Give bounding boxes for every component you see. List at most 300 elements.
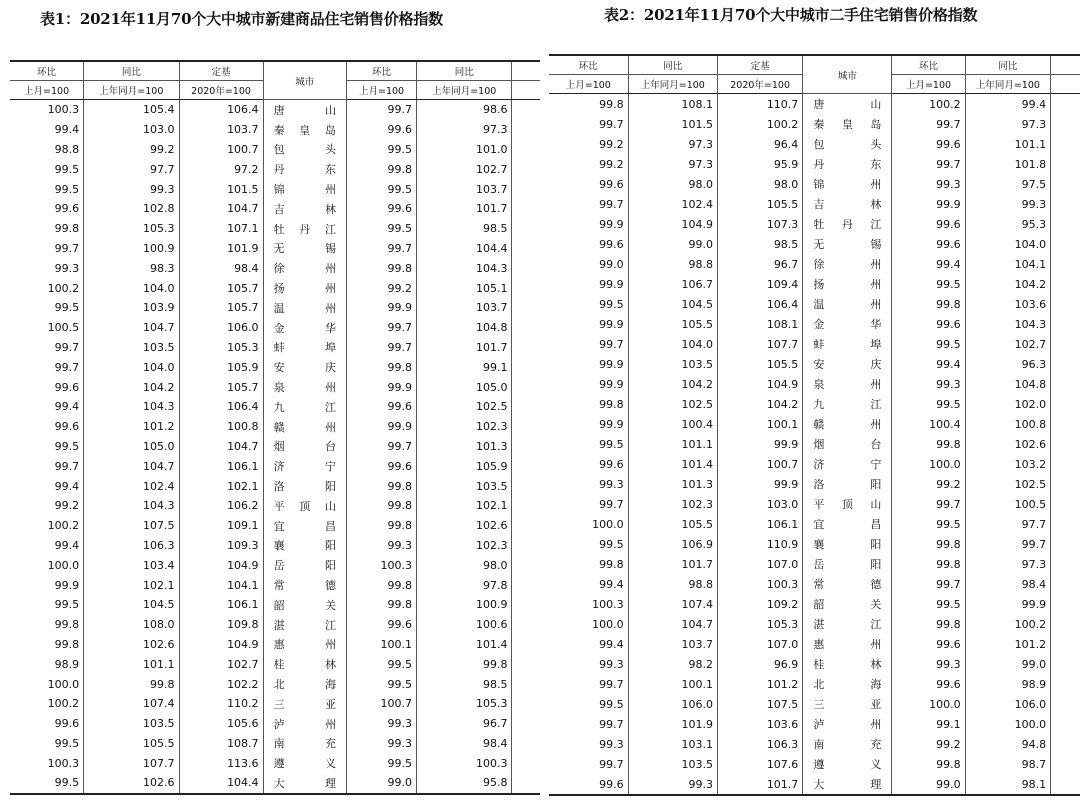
cell-fixed: 110.9 [717,534,802,554]
table-row [549,334,1080,354]
header-mom-base: 上月=100 [549,75,628,94]
cell-mom: 99.8 [549,94,628,115]
cell-fixed: 100.2 [717,114,802,134]
cell-mom: 100.5 [10,318,84,338]
cell-fixed-cut [512,595,540,615]
cell-yoy: 104.0 [965,234,1050,254]
header-mom-base: 上月=100 [10,81,84,100]
cell-mom: 99.8 [347,159,417,179]
cell-mom: 99.8 [892,294,965,314]
cell-mom: 99.3 [549,734,628,754]
cell-fixed-cut [512,318,540,338]
cell-fixed: 102.2 [179,674,263,694]
cell-fixed: 101.9 [179,239,263,259]
cell-fixed-cut [512,357,540,377]
cell-yoy: 103.5 [84,714,179,734]
cell-yoy: 105.5 [84,734,179,754]
cell-yoy: 102.6 [417,516,512,536]
cell-fixed-cut [512,615,540,635]
cell-yoy: 104.0 [628,334,717,354]
cell-fixed-cut [512,179,540,199]
table-body [549,94,1080,796]
table-row [10,357,540,377]
cell-fixed-cut [512,417,540,437]
cell-fixed: 105.6 [179,714,263,734]
cell-yoy: 101.4 [417,635,512,655]
cell-yoy: 101.3 [628,474,717,494]
cell-yoy: 104.7 [628,614,717,634]
cell-mom: 99.3 [549,654,628,674]
cell-yoy: 103.0 [84,120,179,140]
cell-city: 宜昌 [263,516,347,536]
cell-mom: 99.7 [347,318,417,338]
table-row [549,634,1080,654]
table-row [10,456,540,476]
cell-mom: 99.6 [549,174,628,194]
cell-fixed: 98.4 [179,258,263,278]
cell-yoy: 107.7 [84,753,179,773]
cell-mom: 99.7 [892,114,965,134]
cell-fixed-cut [1051,154,1080,174]
cell-fixed-cut [1051,134,1080,154]
cell-mom: 99.5 [10,734,84,754]
cell-fixed-cut [1051,294,1080,314]
cell-yoy: 98.9 [965,674,1050,694]
header-fixed-cut [512,61,540,81]
cell-fixed: 105.5 [717,354,802,374]
cell-yoy: 101.2 [965,634,1050,654]
table-row [549,534,1080,554]
table-row [10,298,540,318]
cell-fixed-cut [1051,554,1080,574]
cell-fixed-cut [512,258,540,278]
cell-mom: 99.9 [347,377,417,397]
cell-city: 吉林 [803,194,892,214]
cell-mom: 99.2 [10,496,84,516]
cell-fixed-cut [512,496,540,516]
cell-fixed: 108.7 [179,734,263,754]
cell-yoy: 99.3 [84,179,179,199]
cell-yoy: 102.3 [628,494,717,514]
cell-mom: 99.6 [549,234,628,254]
cell-yoy: 108.1 [628,94,717,115]
cell-city: 吉林 [263,199,347,219]
table2-title: 表2：2021年11月70个大中城市二手住宅销售价格指数 [604,6,978,24]
cell-fixed: 104.9 [717,374,802,394]
cell-mom: 99.3 [892,654,965,674]
cell-yoy: 103.9 [84,298,179,318]
cell-mom: 99.5 [892,594,965,614]
cell-fixed-cut [1051,194,1080,214]
table-row [10,437,540,457]
cell-city: 无锡 [263,239,347,259]
cell-yoy: 95.8 [417,773,512,794]
table-row [10,575,540,595]
cell-mom: 100.0 [10,555,84,575]
cell-yoy: 98.5 [417,219,512,239]
cell-mom: 100.0 [892,694,965,714]
cell-mom: 99.8 [10,615,84,635]
table-row [549,694,1080,714]
cell-mom: 99.5 [892,394,965,414]
cell-city: 大理 [803,774,892,795]
cell-yoy: 98.8 [628,574,717,594]
cell-fixed: 106.0 [179,318,263,338]
cell-mom: 99.6 [10,714,84,734]
table-row [549,274,1080,294]
cell-city: 大理 [263,773,347,794]
cell-fixed: 109.4 [717,274,802,294]
cell-yoy: 102.6 [965,434,1050,454]
cell-yoy: 98.4 [965,574,1050,594]
cell-mom: 100.3 [10,753,84,773]
cell-city: 蚌埠 [803,334,892,354]
cell-city: 唐山 [803,94,892,115]
cell-yoy: 98.7 [965,754,1050,774]
cell-mom: 99.4 [549,574,628,594]
cell-city: 湛江 [803,614,892,634]
cell-mom: 99.5 [347,674,417,694]
cell-mom: 99.5 [549,294,628,314]
cell-fixed: 100.8 [179,417,263,437]
cell-fixed: 103.0 [717,494,802,514]
cell-yoy: 102.8 [84,199,179,219]
cell-fixed: 104.2 [717,394,802,414]
cell-fixed: 100.1 [717,414,802,434]
cell-city: 南充 [803,734,892,754]
table-row [549,374,1080,394]
table-row [10,377,540,397]
cell-mom: 99.8 [10,219,84,239]
cell-mom: 99.5 [347,140,417,160]
cell-mom: 99.5 [10,179,84,199]
cell-fixed-cut [512,753,540,773]
cell-yoy: 99.3 [628,774,717,795]
cell-yoy: 107.4 [628,594,717,614]
cell-yoy: 103.5 [84,338,179,358]
table-row [549,714,1080,734]
cell-mom: 99.7 [10,357,84,377]
cell-yoy: 105.0 [84,437,179,457]
header-yoy: 同比 [417,61,512,81]
table-row [10,555,540,575]
table-row [10,397,540,417]
cell-city: 平顶山 [263,496,347,516]
cell-fixed: 99.9 [717,474,802,494]
cell-fixed: 105.7 [179,377,263,397]
cell-mom: 99.8 [892,554,965,574]
header-yoy: 同比 [628,55,717,75]
cell-yoy: 101.9 [628,714,717,734]
cell-yoy: 99.8 [417,654,512,674]
cell-fixed-cut [1051,514,1080,534]
cell-mom: 99.6 [892,634,965,654]
cell-yoy: 104.0 [84,357,179,377]
cell-mom: 99.6 [10,377,84,397]
cell-fixed: 104.9 [179,555,263,575]
cell-mom: 99.0 [347,773,417,794]
cell-fixed-cut [1051,474,1080,494]
cell-fixed-cut [512,635,540,655]
cell-yoy: 99.7 [965,534,1050,554]
table-row [10,219,540,239]
cell-mom: 99.4 [892,254,965,274]
cell-yoy: 98.2 [628,654,717,674]
cell-city: 惠州 [263,635,347,655]
header-fixed-base: 2020年=100 [717,75,802,94]
cell-mom: 99.3 [347,714,417,734]
cell-yoy: 101.7 [417,199,512,219]
cell-yoy: 107.5 [84,516,179,536]
cell-yoy: 104.4 [417,239,512,259]
cell-city: 金华 [803,314,892,334]
cell-mom: 99.5 [10,595,84,615]
cell-city: 牡丹江 [803,214,892,234]
cell-yoy: 105.4 [84,100,179,120]
cell-fixed-cut [512,674,540,694]
cell-fixed: 110.2 [179,694,263,714]
cell-yoy: 103.7 [628,634,717,654]
table-row [549,154,1080,174]
table-row [549,294,1080,314]
cell-yoy: 99.0 [628,234,717,254]
cell-fixed-cut [512,298,540,318]
table-row [10,100,540,120]
cell-yoy: 103.2 [965,454,1050,474]
cell-mom: 99.8 [10,635,84,655]
cell-mom: 99.9 [549,354,628,374]
price-index-table-new-homes [10,60,540,795]
cell-yoy: 97.7 [965,514,1050,534]
cell-yoy: 101.2 [84,417,179,437]
cell-fixed-cut [1051,574,1080,594]
cell-mom: 99.6 [347,120,417,140]
cell-mom: 99.3 [347,536,417,556]
cell-yoy: 104.3 [84,397,179,417]
cell-fixed-cut [1051,214,1080,234]
cell-fixed-cut [1051,534,1080,554]
cell-yoy: 104.7 [84,456,179,476]
table-row [10,654,540,674]
cell-yoy: 98.5 [417,674,512,694]
cell-fixed: 107.0 [717,634,802,654]
table-row [10,615,540,635]
cell-fixed-cut [512,654,540,674]
cell-fixed-cut [512,278,540,298]
cell-yoy: 104.3 [84,496,179,516]
table-row [549,594,1080,614]
cell-city: 泉州 [263,377,347,397]
cell-city: 包头 [263,140,347,160]
cell-yoy: 100.1 [628,674,717,694]
cell-yoy: 98.8 [628,254,717,274]
cell-yoy: 97.7 [84,159,179,179]
cell-city: 温州 [263,298,347,318]
cell-yoy: 98.6 [417,100,512,120]
cell-yoy: 104.3 [417,258,512,278]
cell-mom: 99.9 [347,298,417,318]
cell-fixed: 99.9 [717,434,802,454]
cell-mom: 99.6 [892,214,965,234]
header-fixed-base-cut [512,81,540,100]
header-yoy: 同比 [965,55,1050,75]
cell-mom: 99.5 [549,694,628,714]
table-row [10,496,540,516]
cell-mom: 100.0 [10,674,84,694]
table-row [549,314,1080,334]
cell-yoy: 101.5 [628,114,717,134]
cell-mom: 99.9 [10,575,84,595]
cell-mom: 99.7 [10,456,84,476]
cell-yoy: 99.0 [965,654,1050,674]
cell-mom: 99.3 [347,734,417,754]
cell-mom: 99.6 [892,234,965,254]
cell-fixed-cut [1051,754,1080,774]
table-row [10,318,540,338]
table-row [10,694,540,714]
cell-fixed-cut [1051,634,1080,654]
cell-yoy: 104.2 [965,274,1050,294]
cell-city: 桂林 [803,654,892,674]
cell-city: 岳阳 [803,554,892,574]
cell-fixed: 106.1 [179,595,263,615]
cell-mom: 100.2 [10,694,84,714]
cell-fixed-cut [512,773,540,794]
table-row [549,674,1080,694]
cell-city: 湛江 [263,615,347,635]
cell-yoy: 100.4 [628,414,717,434]
cell-yoy: 102.4 [628,194,717,214]
cell-yoy: 99.1 [417,357,512,377]
cell-yoy: 106.7 [628,274,717,294]
cell-fixed-cut [1051,674,1080,694]
cell-yoy: 97.8 [417,575,512,595]
table-row [10,595,540,615]
cell-fixed: 97.2 [179,159,263,179]
cell-fixed: 104.1 [179,575,263,595]
table-row [10,239,540,259]
cell-yoy: 100.9 [417,595,512,615]
table-row [549,614,1080,634]
cell-fixed-cut [1051,254,1080,274]
cell-city: 洛阳 [263,476,347,496]
cell-mom: 99.7 [892,574,965,594]
cell-mom: 99.2 [892,734,965,754]
cell-yoy: 104.2 [84,377,179,397]
cell-yoy: 98.4 [417,734,512,754]
cell-yoy: 103.6 [965,294,1050,314]
cell-fixed: 113.6 [179,753,263,773]
cell-yoy: 104.8 [965,374,1050,394]
cell-fixed: 102.1 [179,476,263,496]
cell-mom: 99.4 [10,120,84,140]
cell-yoy: 101.7 [628,554,717,574]
cell-city: 岳阳 [263,555,347,575]
cell-yoy: 97.3 [965,554,1050,574]
cell-fixed-cut [512,140,540,160]
cell-mom: 99.6 [892,314,965,334]
cell-mom: 99.8 [347,516,417,536]
table-row [549,254,1080,274]
cell-fixed: 105.3 [717,614,802,634]
cell-mom: 99.8 [892,614,965,634]
cell-mom: 100.2 [10,278,84,298]
table-row [549,174,1080,194]
cell-fixed-cut [1051,654,1080,674]
cell-mom: 99.5 [10,159,84,179]
cell-fixed-cut [1051,94,1080,115]
table-row [10,734,540,754]
cell-fixed-cut [1051,594,1080,614]
cell-fixed-cut [1051,354,1080,374]
table-row [10,536,540,556]
cell-fixed: 100.3 [717,574,802,594]
cell-yoy: 101.8 [965,154,1050,174]
cell-mom: 99.9 [892,194,965,214]
cell-fixed-cut [512,575,540,595]
cell-city: 蚌埠 [263,338,347,358]
table-row [549,774,1080,795]
table-row [549,394,1080,414]
cell-fixed-cut [1051,174,1080,194]
cell-fixed: 103.7 [179,120,263,140]
cell-fixed: 109.8 [179,615,263,635]
cell-mom: 99.8 [347,357,417,377]
cell-fixed: 101.5 [179,179,263,199]
cell-city: 无锡 [803,234,892,254]
cell-yoy: 104.5 [84,595,179,615]
cell-yoy: 102.3 [417,417,512,437]
cell-yoy: 105.3 [417,694,512,714]
cell-fixed-cut [512,714,540,734]
cell-yoy: 102.4 [84,476,179,496]
table-row [549,454,1080,474]
header-yoy-base: 上年同月=100 [965,75,1050,94]
cell-yoy: 103.4 [84,555,179,575]
cell-fixed: 107.6 [717,754,802,774]
cell-yoy: 101.1 [628,434,717,454]
table-row [549,654,1080,674]
cell-yoy: 102.6 [84,773,179,794]
cell-mom: 99.7 [10,338,84,358]
cell-yoy: 99.9 [965,594,1050,614]
cell-mom: 99.5 [892,334,965,354]
table-body [10,100,540,794]
cell-fixed-cut [1051,274,1080,294]
cell-city: 包头 [803,134,892,154]
cell-mom: 99.6 [892,674,965,694]
cell-yoy: 100.6 [417,615,512,635]
cell-city: 锦州 [803,174,892,194]
cell-mom: 99.0 [549,254,628,274]
cell-city: 韶关 [803,594,892,614]
table-row [549,234,1080,254]
cell-yoy: 101.1 [965,134,1050,154]
cell-yoy: 102.0 [965,394,1050,414]
table-row [10,278,540,298]
cell-mom: 99.8 [347,476,417,496]
cell-yoy: 99.8 [84,674,179,694]
table2-panel [543,54,1080,798]
cell-yoy: 103.5 [628,354,717,374]
cell-city: 丹东 [263,159,347,179]
header-fixed: 定基 [179,61,263,81]
header-mom: 环比 [892,55,965,75]
table-row [549,194,1080,214]
cell-yoy: 95.3 [965,214,1050,234]
cell-yoy: 103.5 [628,754,717,774]
cell-yoy: 100.8 [965,414,1050,434]
